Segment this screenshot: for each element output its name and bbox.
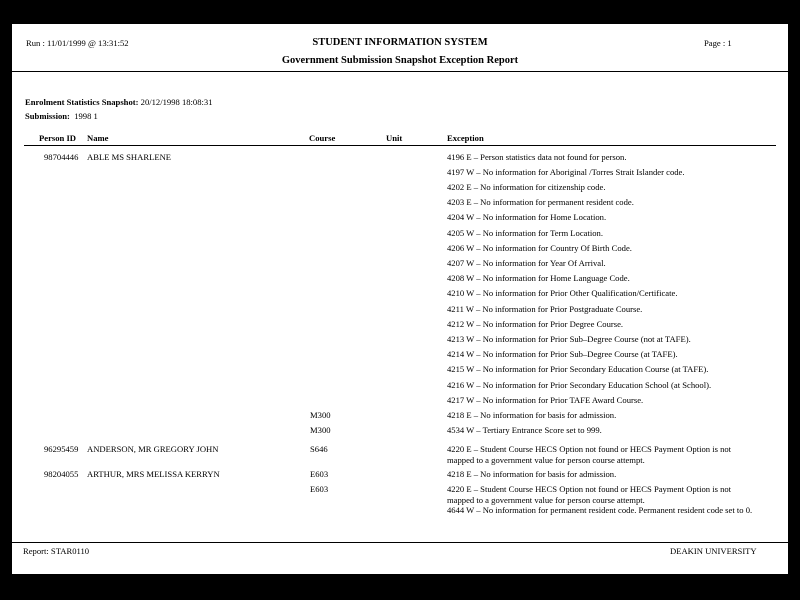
exception-text: 4197 W – No information for Aboriginal /Torres Strait Islander code. [447,167,685,177]
footer-rule [12,542,788,543]
exception-text: 4208 W – No information for Home Language Code. [447,273,630,283]
exception-text: 4212 W – No information for Prior Degree Course. [447,319,624,329]
col-name: Name [87,133,109,143]
exception-text: 4218 E – No information for basis for admission. [447,410,617,420]
exception-text: 4202 E – No information for citizenship code. [447,182,606,192]
exception-text: 4205 W – No information for Term Location. [447,228,603,238]
run-timestamp: Run : 11/01/1999 @ 13:31:52 [26,38,129,48]
person-id: 98704446 [44,152,79,162]
exception-text: 4216 W – No information for Prior Secondary Education School (at School). [447,380,712,390]
report-page [12,24,788,574]
person-id: 96295459 [44,444,79,454]
page-number: Page : 1 [704,38,732,48]
exception-text: 4207 W – No information for Year Of Arrival. [447,258,606,268]
course-code: E603 [310,469,329,479]
person-id: 98204055 [44,469,79,479]
exception-text: 4213 W – No information for Prior Sub–Degree Course (not at TAFE). [447,334,691,344]
col-person-id: Person ID [39,133,76,143]
exception-text: 4211 W – No information for Prior Postgraduate Course. [447,304,643,314]
exception-text: 4220 E – Student Course HECS Option not found or HECS Payment Option is not mapped to a government value for person course attempt. [447,484,732,505]
report-title: Government Submission Snapshot Exception Report [281,55,519,66]
course-code: M300 [310,425,331,435]
exception-text: 4220 E – Student Course HECS Option not found or HECS Payment Option is not mapped to a government value for person course attempt. [447,444,732,465]
report-code: Report: STAR0110 [23,546,90,556]
col-unit: Unit [386,133,403,143]
submission-label: Submission: [25,111,70,121]
exception-text: 4210 W – No information for Prior Other Qualification/Certificate. [447,288,678,298]
exception-text: 4218 E – No information for basis for admission. [447,469,617,479]
snapshot-label: Enrolment Statistics Snapshot: [25,97,139,107]
exception-text: 4203 E – No information for permanent resident code. [447,197,634,207]
course-code: S646 [310,444,328,454]
person-name: ABLE MS SHARLENE [87,152,172,162]
snapshot-value: 20/12/1998 18:08:31 [140,97,213,107]
exception-text: 4215 W – No information for Prior Secondary Education Course (at TAFE). [447,364,709,374]
course-code: E603 [310,484,329,494]
header-rule [12,71,788,72]
col-exception: Exception [447,133,484,143]
course-code: M300 [310,410,331,420]
column-header-rule [24,145,776,146]
snapshot-line [25,97,213,108]
submission-line [25,111,98,122]
col-course: Course [309,133,336,143]
exception-text: 4534 W – Tertiary Entrance Score set to 999. [447,425,602,435]
exception-text: 4214 W – No information for Prior Sub–Degree Course (at TAFE). [447,349,678,359]
person-name: ANDERSON, MR GREGORY JOHN [87,444,219,454]
submission-value: 1998 1 [74,111,98,121]
system-title: STUDENT INFORMATION SYSTEM [312,37,488,48]
person-name: ARTHUR, MRS MELISSA KERRYN [87,469,220,479]
exception-text: 4206 W – No information for Country Of Birth Code. [447,243,632,253]
exception-text: 4196 E – Person statistics data not found for person. [447,152,627,162]
exception-text: 4204 W – No information for Home Location. [447,212,607,222]
exception-text: 4644 W – No information for permanent resident code. Permanent resident code set to 0. [447,505,753,515]
organization-name: DEAKIN UNIVERSITY [670,546,757,556]
exception-text: 4217 W – No information for Prior TAFE Award Course. [447,395,644,405]
